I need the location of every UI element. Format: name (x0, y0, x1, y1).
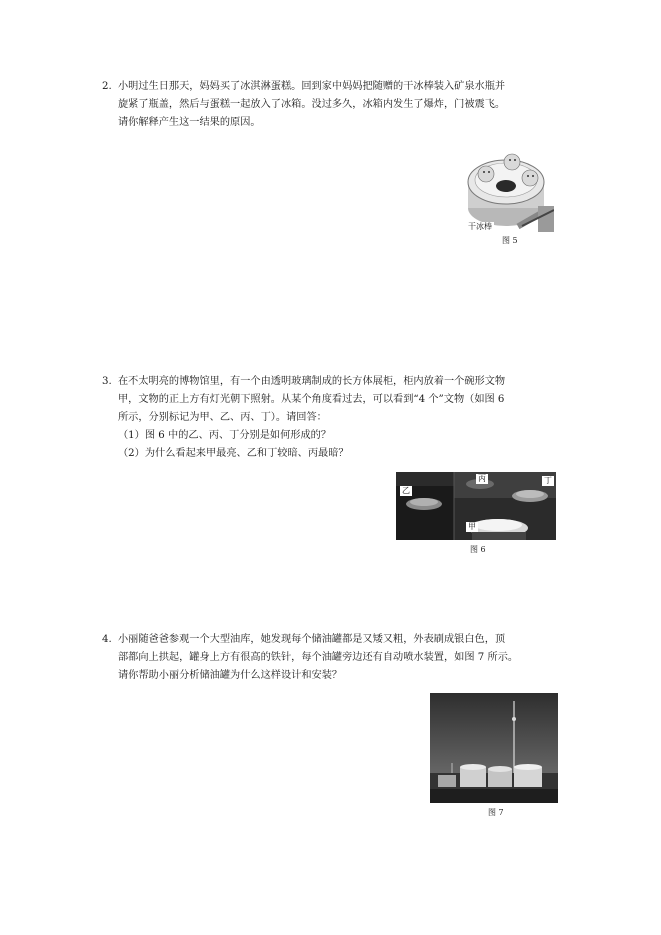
figure-6-caption: 图 6 (470, 545, 486, 554)
label-ding: 丁 (544, 476, 552, 485)
question-number: 4. (102, 634, 112, 645)
cake-illustration (466, 146, 554, 232)
question-text-line: 旋紧了瓶盖，然后与蛋糕一起放入了冰箱。没过多久，冰箱内发生了爆炸，门被震飞。 (118, 99, 506, 110)
question-text-line: 在不太明亮的博物馆里，有一个由透明玻璃制成的长方体展柜，柜内放着一个碗形文物 (118, 376, 506, 387)
label-yi: 乙 (402, 486, 410, 495)
label-bing: 丙 (478, 474, 486, 483)
label-jia: 甲 (468, 522, 476, 531)
figure-6-museum-photo (396, 472, 556, 540)
question-text-line: 部都向上拱起，罐身上方有很高的铁针，每个油罐旁边还有自动喷水装置，如图 7 所示。 (118, 652, 519, 663)
oil-tanks-illustration (430, 693, 558, 803)
figure-7-caption: 图 7 (488, 808, 504, 817)
question-text-line: 甲，文物的正上方有灯光朝下照射。从某个角度看过去，可以看到“4 个”文物（如图 6 (118, 394, 505, 405)
question-subquestion-1: （1）图 6 中的乙、丙、丁分别是如何形成的？ (118, 430, 332, 441)
dry-ice-label: 干冰棒 (468, 222, 492, 231)
figure-5-caption: 图 5 (502, 236, 518, 245)
question-text-line: 所示，分别标记为甲、乙、丙、丁）。请回答： (118, 412, 327, 423)
question-number: 3. (102, 376, 112, 387)
question-text-line: 请你解释产生这一结果的原因。 (118, 117, 261, 128)
question-text-line: 小丽随爸爸参观一个大型油库，她发现每个储油罐都是又矮又粗，外表刷成银白色，顶 (118, 634, 506, 645)
question-number: 2. (102, 81, 112, 92)
question-subquestion-2: （2）为什么看起来甲最亮、乙和丁较暗、丙最暗？ (118, 448, 349, 459)
question-text-line: 请你帮助小丽分析储油罐为什么这样设计和安装？ (118, 670, 343, 681)
figure-5-cake-photo (466, 146, 554, 232)
figure-7-oil-tanks-photo (430, 693, 558, 803)
question-text-line: 小明过生日那天，妈妈买了冰淇淋蛋糕。回到家中妈妈把随赠的干冰棒装入矿泉水瓶并 (118, 81, 506, 92)
